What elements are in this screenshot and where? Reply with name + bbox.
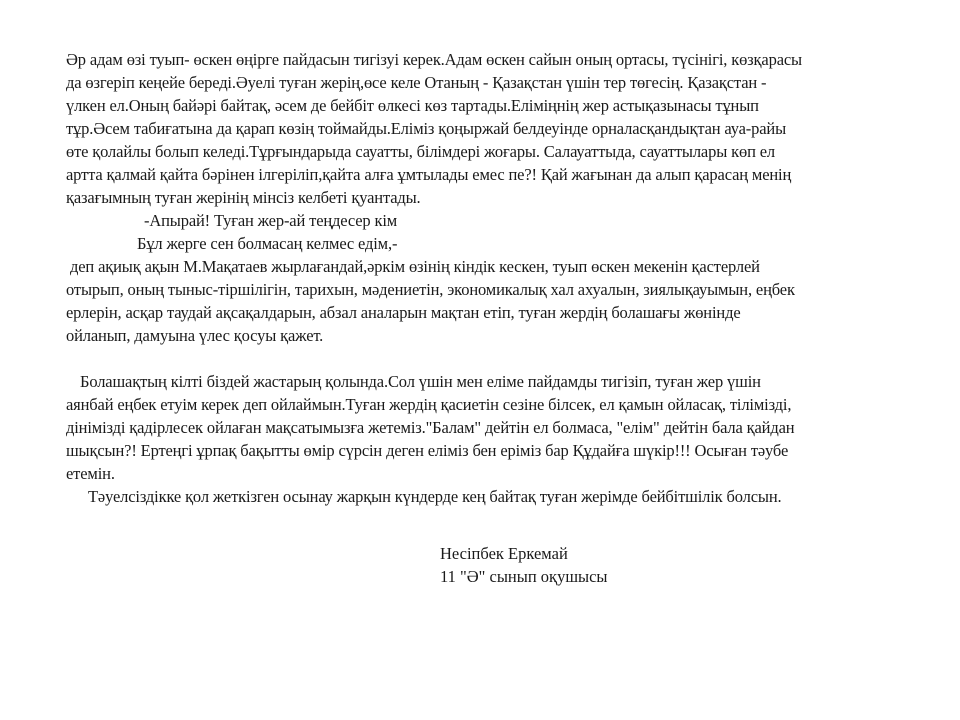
paragraph-line: шықсын?! Ертеңгі ұрпақ бақытты өмір сүрсін деген еліміз бен еріміз бар Құдайға шүкір!!! Осыған тәубе [66, 441, 789, 460]
paragraph-line: Әр адам өзі туып- өскен өңірге пайдасын тигізуі керек.Адам өскен сайын оның ортасы, түсінігі, көзқарасы [66, 50, 802, 69]
paragraph-line: етемін. [66, 464, 115, 483]
paragraph-line: Болашақтың кілті біздей жастарың қолында.Сол үшін мен еліме пайдамды тигізіп, туған жер үшін [80, 372, 761, 391]
paragraph-line: ерлерін, асқар таудай ақсақалдарын, абзал аналарын мақтан етіп, туған жердің болашағы жөнінде [66, 303, 741, 322]
signature-author: Несіпбек Еркемай [440, 544, 568, 563]
poem-line: Бұл жерге сен болмасаң келмес едім,- [137, 234, 398, 253]
paragraph-line: ойланып, дамуына үлес қосуы қажет. [66, 326, 324, 345]
poem-line: -Апырай! Туған жер-ай теңдесер кім [144, 211, 398, 230]
paragraph-line: үлкен ел.Оның байәрі байтақ, әсем де бейбіт өлкесі көз тартады.Еліміңнің жер астықазынасы тұнып [66, 96, 759, 115]
signature-class: 11 "Ә" сынып оқушысы [440, 567, 608, 586]
paragraph-line: дінімізді қадірлесек ойлаған мақсатымызға жетеміз."Балам" дейтін ел болмаса, "елім" дейтін бала қайдан [66, 418, 795, 437]
paragraph-line: отырып, оның тыныс-тіршілігін, тарихын, мәдениетін, экономикалық хал ахуалын, зиялықауымын, еңбек [66, 280, 795, 299]
paragraph-line: деп ақиық ақын М.Мақатаев жырлағандай,әркім өзінің кіндік кескен, туып өскен мекенін қастерлей [70, 257, 760, 276]
paragraph-line: Тәуелсіздікке қол жеткізген осынау жарқын күндерде кең байтақ туған жерімде бейбітшілік болсын. [88, 487, 782, 506]
paragraph-line: да өзгеріп кеңейе береді.Әуелі туған жерің,өсе келе Отаның - Қазақстан үшін тер төгесің. Қазақстан - [66, 73, 767, 92]
paragraph-line: артта қалмай қайта бәрінен ілгеріліп,қайта алға ұмтылады емес пе?! Қай жағынан да алып қарасаң менің [66, 165, 792, 184]
paragraph-line: өте қолайлы болып келеді.Тұрғындарыда сауатты, білімдері жоғары. Салауаттыда, сауаттылары көп ел [66, 142, 775, 161]
paragraph-line: қазағымның туған жерінің мінсіз келбеті қуантады. [66, 188, 421, 207]
paragraph-line: тұр.Әсем табиғатына да қарап көзің тоймайды.Еліміз қоңыржай белдеуінде орналасқандықтан ауа-райы [66, 119, 787, 138]
paragraph-line: аянбай еңбек етуім керек деп ойлаймын.Туған жердің қасиетін сезіне білсек, ел қамын ойласақ, тілімізді, [66, 395, 792, 414]
